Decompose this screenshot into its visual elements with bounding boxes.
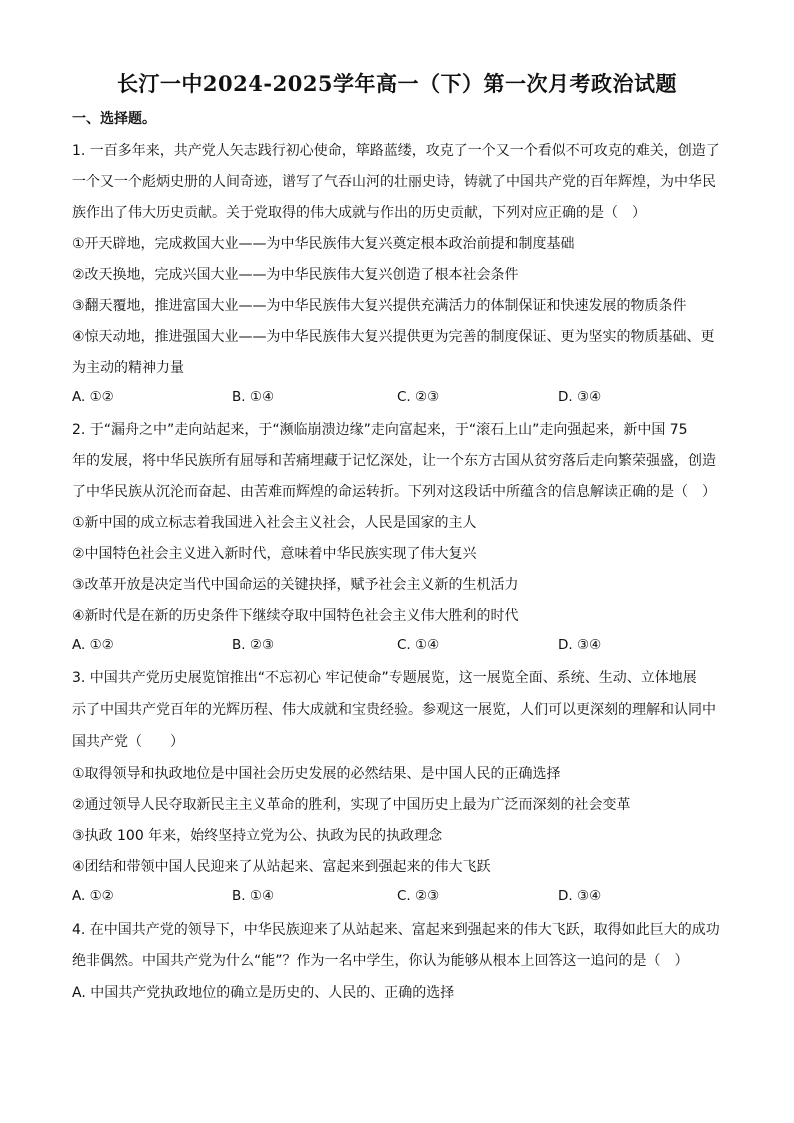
q2-option-d[interactable]: D. ③④: [558, 637, 602, 653]
q3-statement-2: ②通过领导人民夺取新民主主义革命的胜利，实现了中国历史上最为广泛而深刻的社会变革: [72, 797, 631, 813]
q1-options: [72, 389, 732, 409]
q1-line-1: 1. 一百多年来，共产党人矢志践行初心使命，筚路蓝缕，攻克了一个又一个看似不可攻克的难关，创造了: [72, 143, 720, 159]
q1-statement-1: ①开天辟地，完成救国大业——为中华民族伟大复兴奠定根本政治前提和制度基础: [72, 236, 575, 252]
q3-option-c[interactable]: C. ②③: [397, 888, 440, 904]
q3-line-3: 国共产党（ ）: [72, 734, 184, 750]
q1-statement-2: ②改天换地，完成兴国大业——为中华民族伟大复兴创造了根本社会条件: [72, 267, 519, 283]
q3-option-b[interactable]: B. ①④: [232, 888, 275, 904]
q3-statement-4: ④团结和带领中国人民迎来了从站起来、富起来到强起来的伟大飞跃: [72, 859, 491, 875]
q1-option-b[interactable]: B. ①④: [232, 389, 275, 405]
section-heading: 一、选择题。: [72, 111, 156, 127]
q1-statement-4-cont: 为主动的精神力量: [72, 360, 184, 376]
q2-statement-4: ④新时代是在新的历史条件下继续夺取中国特色社会主义伟大胜利的时代: [72, 608, 519, 624]
q1-option-a[interactable]: A. ①②: [72, 389, 114, 405]
q2-statement-2: ②中国特色社会主义进入新时代，意味着中华民族实现了伟大复兴: [72, 546, 477, 562]
q2-line-1: 2. 于“漏舟之中”走向站起来，于“濒临崩溃边缘”走向富起来，于“滚石上山”走向强起来，新中国 75: [72, 422, 688, 438]
q3-statement-3: ③执政 100 年来，始终坚持立党为公、执政为民的执政理念: [72, 828, 443, 844]
q1-line-3: 族作出了伟大历史贡献。关于党取得的伟大成就与作出的历史贡献，下列对应正确的是（ ）: [72, 205, 646, 221]
q3-option-d[interactable]: D. ③④: [558, 888, 602, 904]
q2-line-2: 年的发展，将中华民族所有屈辱和苦痛埋藏于记忆深处，让一个东方古国从贫穷落后走向繁荣强盛，创造: [72, 453, 716, 469]
q1-statement-4: ④惊天动地，推进强国大业——为中华民族伟大复兴提供更为完善的制度保证、更为坚实的物质基础、更: [72, 329, 715, 345]
q2-statement-1: ①新中国的成立标志着我国进入社会主义社会，人民是国家的主人: [72, 515, 477, 531]
q2-option-a[interactable]: A. ①②: [72, 637, 114, 653]
q4-line-2: 绝非偶然。中国共产党为什么“能”？作为一名中学生，你认为能够从根本上回答这一追问的是（ ）: [72, 953, 689, 969]
q2-statement-3: ③改革开放是决定当代中国命运的关键抉择，赋予社会主义新的生机活力: [72, 577, 519, 593]
q1-line-2: 一个又一个彪炳史册的人间奇迹，谱写了气吞山河的壮丽史诗，铸就了中国共产党的百年辉煌，为中华民: [72, 174, 716, 190]
q3-line-2: 示了中国共产党百年的光辉历程、伟大成就和宝贵经验。参观这一展览，人们可以更深刻的理解和认同中: [72, 702, 716, 718]
page-title: 长汀一中2024-2025学年高一（下）第一次月考政治试题: [116, 71, 678, 96]
q2-option-c[interactable]: C. ①④: [397, 637, 440, 653]
q3-options: [72, 888, 732, 908]
q1-option-c[interactable]: C. ②③: [397, 389, 440, 405]
q2-line-3: 了中华民族从沉沦而奋起、由苦难而辉煌的命运转折。下列对这段话中所蕴含的信息解读正确的是（ ）: [72, 484, 716, 500]
q4-option-a[interactable]: A. 中国共产党执政地位的确立是历史的、人民的、正确的选择: [72, 985, 455, 1001]
q3-line-1: 3. 中国共产党历史展览馆推出“不忘初心 牢记使命”专题展览，这一展览全面、系统、生动、立体地展: [72, 670, 697, 686]
q4-line-1: 4. 在中国共产党的领导下，中华民族迎来了从站起来、富起来到强起来的伟大飞跃，取得如此巨大的成功: [72, 922, 720, 938]
q2-option-b[interactable]: B. ②③: [232, 637, 275, 653]
q1-option-d[interactable]: D. ③④: [558, 389, 602, 405]
q3-option-a[interactable]: A. ①②: [72, 888, 114, 904]
q3-statement-1: ①取得领导和执政地位是中国社会历史发展的必然结果、是中国人民的正确选择: [72, 766, 561, 782]
q1-statement-3: ③翻天覆地，推进富国大业——为中华民族伟大复兴提供充满活力的体制保证和快速发展的物质条件: [72, 298, 687, 314]
q2-options: [72, 637, 732, 657]
